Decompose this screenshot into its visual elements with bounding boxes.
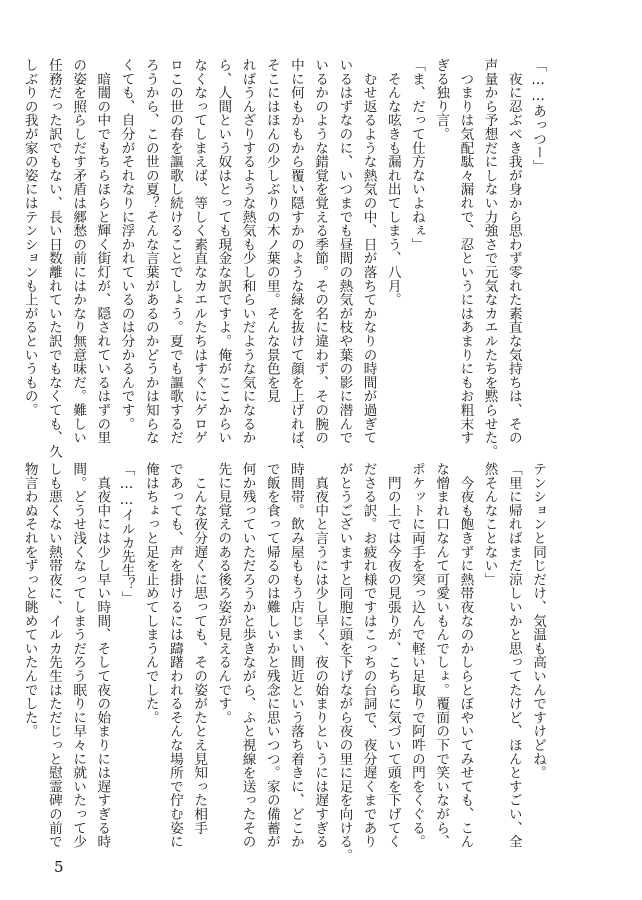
- text-line: ろうから、この世の夏？そんな言葉があるのかどうかは知らな: [142, 58, 159, 445]
- text-line: 「ま、だって仕方ないよねぇ」: [408, 58, 425, 252]
- text-line: ポケットに両手を突っ込んで軽い足取りで阿吽の門をくぐる。: [408, 462, 425, 849]
- text-line: いるかのような錯覚を覚える季節。その名に違わず、その腕の: [312, 58, 329, 445]
- text-line: 「……あっつー」: [530, 58, 546, 174]
- text-line: ロこの世の春を謳歌し続けることでしょう。夏でも謳歌するだ: [166, 58, 183, 445]
- text-line: ださる訳。お疲れ様ですはこっちの台詞で、夜分遅くまであり: [360, 462, 377, 849]
- text-line: 俺はちょっと足を止めてしまうんでした。: [142, 462, 159, 725]
- text-line: ればうんざりするような熱気も少し和らいだような気になるか: [239, 58, 256, 445]
- text-line: 暗闇の中でもちらほらと輝く街灯が、隠されているはずの里: [94, 58, 111, 445]
- text-line: こんな夜分遅くに思っても、その姿がたとえ見知った相手: [191, 462, 208, 835]
- text-line: しぶりの我が家の姿にはテンションも上がるというもの。: [21, 58, 38, 417]
- text-line: テンションと同じだけ、気温も高いんですけどね。: [530, 462, 546, 780]
- text-line: 中に何もかもから覆い隠すかのような緑を抜けて顔を上げれば、: [287, 58, 304, 459]
- text-line: ぎる独り言。: [433, 58, 450, 141]
- text-line: いるはずなのに、いつまでも昼間の熱気が枝や葉の影に潜んで: [336, 58, 353, 445]
- page-number: 5: [54, 858, 64, 876]
- text-line: な憎まれ口なんて可愛いもんでしょ。覆面の下で笑いながら、: [433, 462, 450, 849]
- text-line: 任務だった訳でもない、長い日数離れていた訳でもなくても、久: [45, 58, 62, 459]
- text-line: しも悪くない熱帯夜に、イルカ先生はただじっと慰霊碑の前で: [45, 462, 62, 849]
- lower-text-block: [21, 462, 550, 863]
- text-line: つまりは気配駄々漏れで、忍というにはあまりにもお粗末す: [457, 58, 474, 445]
- text-line: 時間帯。飲み屋ももう店じまい間近という落ち着きに、どこか: [287, 462, 304, 849]
- text-line: 先に見覚えのある後ろ姿が見えるんです。: [215, 462, 232, 725]
- text-line: 「……イルカ先生？」: [118, 462, 135, 605]
- text-line: 真夜中には少し早い時間、そして夜の始まりには遅すぎる時: [94, 462, 111, 849]
- text-line: 声量から予想だにしない力強さで元気なカエルたちを黙らせた。: [481, 58, 498, 459]
- text-line: そんな呟きも漏れ出てしまう、八月。: [384, 58, 401, 307]
- text-line: で飯を食って帰るのは難しいかと残念に思いつつ。家の備蓄が: [263, 462, 280, 849]
- text-line: がとうございますと同胞に頭を下げながら夜の里に足を向ける。: [336, 462, 353, 863]
- text-line: の姿を照らしだす矛盾は郷愁の前にはかなり無意味だ。難しい: [70, 58, 87, 445]
- text-line: 「里に帰ればまだ涼しいかと思ってたけど、ほんとすごい、全: [505, 462, 522, 849]
- text-line: 真夜中と言うには少し早く、夜の始まりというには遅すぎる: [312, 462, 329, 849]
- text-line: 然そんなことない」: [481, 462, 498, 587]
- text-line: むせ返るような熱気の中、日が落ちてかなりの時間が過ぎて: [360, 58, 377, 445]
- text-line: 門の上では今夜の見張りが、こちらに気づいて頭を下げてく: [384, 462, 401, 849]
- text-line: であっても、声を掛けるには躊躇われるそんな場所で佇む姿に: [166, 462, 183, 849]
- text-line: 今夜も飽きずに熱帯夜なのかしらとぼやいてみせても、こん: [457, 462, 474, 849]
- text-line: 物言わぬそれをずっと眺めていたんでした。: [21, 462, 38, 738]
- text-line: 夜に忍ぶべき我が身から思わず零れた素直な気持ちは、その: [505, 58, 522, 445]
- text-line: ら、人間という奴はとっても現金な訳ですよ。俺がここからい: [215, 58, 232, 445]
- text-line: 何か残っていただろうかと歩きながら、ふと視線を送ったその: [239, 462, 256, 849]
- upper-text-block: [21, 58, 550, 459]
- text-line: くても、自分がそれなりに浮かれているのは分かるんです。: [118, 58, 135, 431]
- text-line: そこにはほんの少しぶりの木ノ葉の里。そんな景色を見: [263, 58, 280, 403]
- text-line: 間。どうせ浅くなってしまうだろう眠りに早々に就いたって少: [70, 462, 87, 849]
- text-line: なくなってしまえば、等しく素直なカエルたちはすぐにゲロゲ: [191, 58, 208, 445]
